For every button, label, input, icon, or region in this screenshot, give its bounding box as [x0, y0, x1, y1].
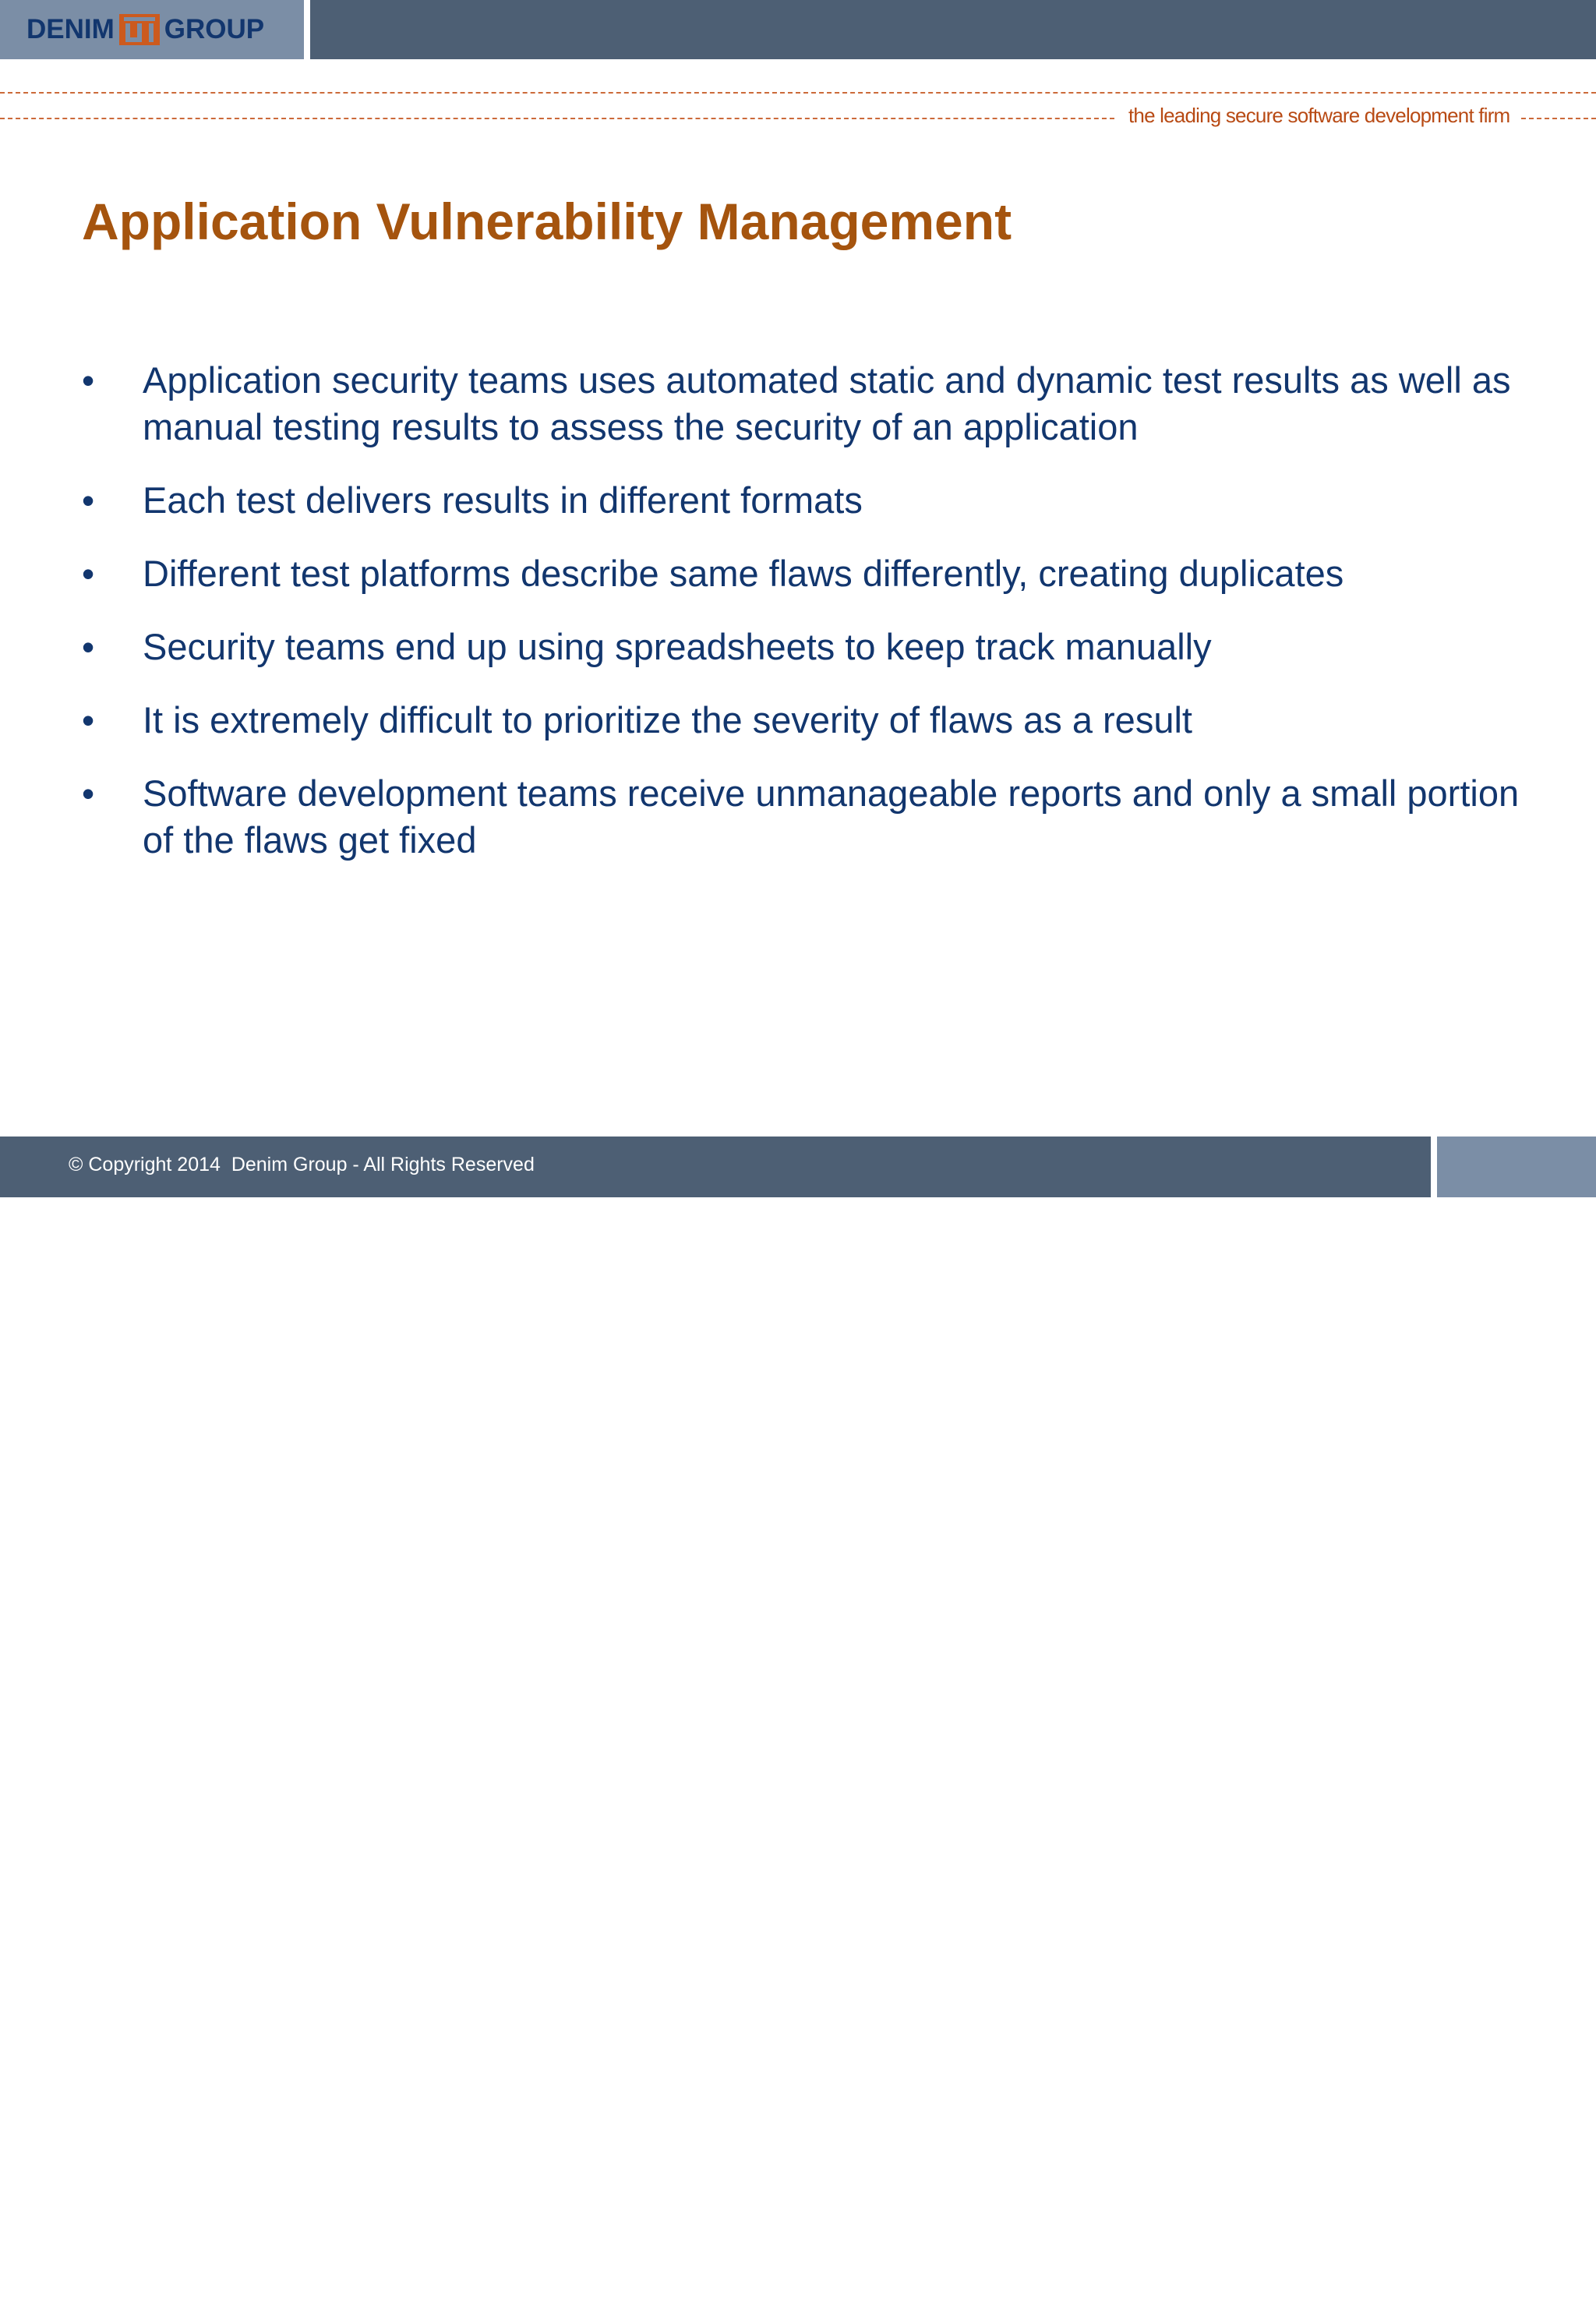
bullet-item [82, 624, 1547, 670]
bullet-list [82, 357, 1547, 890]
logo-text-right: GROUP [164, 14, 265, 44]
footer-separator [1431, 1137, 1437, 1197]
dashed-rule-top [0, 92, 1596, 94]
logo-text-left: DENIM [26, 14, 115, 44]
bullet-icon: • [82, 627, 95, 667]
header-separator [304, 0, 310, 59]
bullet-item [82, 697, 1547, 744]
tagline: the leading secure software development firm [1128, 104, 1510, 127]
bullet-item [82, 357, 1547, 451]
page-number: 4 [1566, 2290, 1580, 2318]
bullet-icon: • [82, 700, 95, 741]
bullet-item [82, 477, 1547, 524]
company-logo [0, 0, 304, 59]
bullet-text: Software development teams receive unmanageable reports and only a small portion of the flaws get fixed [143, 772, 1520, 861]
bullet-icon: • [82, 360, 95, 401]
logo-mark-icon [119, 14, 160, 45]
bullet-item [82, 550, 1547, 597]
dashed-rule-bottom [0, 118, 1114, 119]
bullet-text: It is extremely difficult to prioritize the severity of flaws as a result [143, 699, 1192, 741]
copyright-notice: © Copyright 2014 Denim Group - All Rights Reserved [69, 1154, 535, 1175]
bullet-text: Different test platforms describe same flaws differently, creating duplicates [143, 553, 1344, 594]
bullet-item [82, 770, 1547, 864]
bullet-text: Each test delivers results in different formats [143, 479, 863, 521]
bullet-text: Security teams end up using spreadsheets to keep track manually [143, 626, 1212, 667]
page-number-box [1437, 1137, 1596, 2318]
bullet-icon: • [82, 773, 95, 814]
bullet-icon: • [82, 553, 95, 594]
bullet-text: Application security teams uses automated static and dynamic test results as well as manual testing results to assess the security of an application [143, 359, 1511, 447]
slide-title: Application Vulnerability Management [82, 193, 1012, 250]
dashed-rule-bottom-end [1521, 118, 1596, 119]
bullet-icon: • [82, 480, 95, 521]
